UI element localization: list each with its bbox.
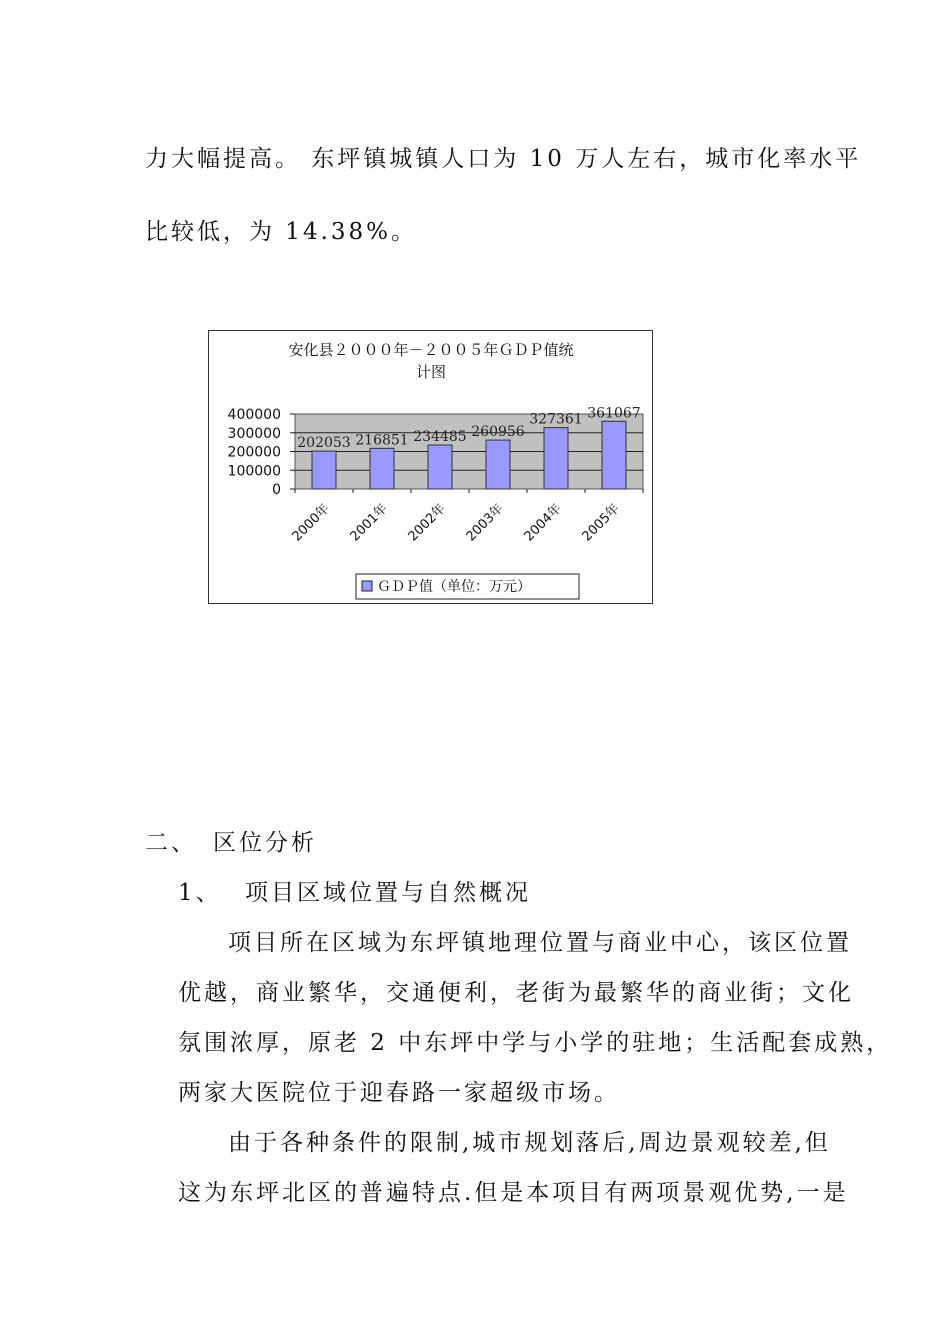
- legend-label: ＧＤＰ值（单位：万元）: [377, 579, 531, 595]
- text-line: 力大幅提高。 东坪镇城镇人口为 10 万人左右，城市化率水平: [145, 146, 862, 172]
- gdp-chart: [208, 330, 653, 604]
- text-line: 两家大医院位于迎春路一家超级市场。: [178, 1080, 620, 1106]
- y-tick-label: 0: [272, 482, 281, 498]
- gdp-chart-svg: [209, 331, 652, 603]
- y-tick-label: 200000: [227, 444, 281, 461]
- bar: [312, 451, 336, 489]
- text-line: 由于各种条件的限制,城市规划落后,周边景观较差,但: [228, 1130, 831, 1156]
- bar: [428, 445, 452, 489]
- chart-title: 安化县２０００年－２００５年ＧＤＰ值统: [288, 341, 574, 359]
- text-line: 项目所在区域为东坪镇地理位置与商业中心，该区位置: [228, 930, 852, 956]
- x-tick-label: 2005年: [579, 501, 623, 545]
- text-line: 比较低，为 14.38%。: [145, 219, 418, 245]
- y-tick-label: 400000: [227, 407, 281, 423]
- section-heading-number: 二、: [145, 830, 197, 856]
- text-line: 这为东坪北区的普遍特点.但是本项目有两项景观优势,一是: [178, 1180, 849, 1206]
- bar: [370, 448, 394, 489]
- chart-title: 计图: [415, 363, 447, 381]
- text-line: 优越，商业繁华，交通便利，老街为最繁华的商业街；文化: [178, 980, 854, 1006]
- data-label: 202053: [297, 435, 351, 452]
- data-label: 234485: [413, 429, 467, 446]
- subsection-heading: 项目区域位置与自然概况: [245, 880, 531, 906]
- x-tick-label: 2003年: [463, 501, 507, 545]
- subsection-number: 1、: [178, 880, 222, 906]
- bar: [602, 421, 626, 489]
- x-tick-label: 2000年: [289, 501, 333, 545]
- y-tick-label: 300000: [227, 425, 281, 442]
- bar: [486, 440, 510, 489]
- legend-swatch: [362, 581, 372, 591]
- data-label: 361067: [587, 405, 641, 422]
- section-heading: 区位分析: [213, 830, 317, 856]
- x-tick-label: 2001年: [347, 501, 391, 545]
- text-line: 氛围浓厚，原老 2 中东坪中学与小学的驻地；生活配套成熟，: [178, 1030, 893, 1056]
- data-label: 327361: [529, 411, 583, 428]
- x-tick-label: 2004年: [521, 501, 565, 545]
- data-label: 260956: [471, 424, 525, 441]
- x-tick-label: 2002年: [405, 501, 449, 545]
- y-tick-label: 100000: [227, 463, 281, 480]
- bar: [544, 428, 568, 489]
- data-label: 216851: [355, 432, 409, 449]
